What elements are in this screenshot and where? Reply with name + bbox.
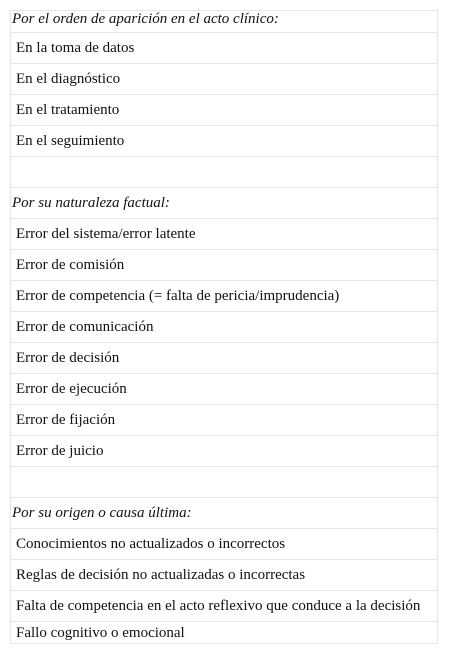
list-item: Conocimientos no actualizados o incorrectos bbox=[11, 529, 437, 560]
list-item: Error de juicio bbox=[11, 436, 437, 467]
list-item: En el tratamiento bbox=[11, 95, 437, 126]
list-item: Error de decisión bbox=[11, 343, 437, 374]
section-header: Por su naturaleza factual: bbox=[11, 188, 437, 219]
list-item: Error de comisión bbox=[11, 250, 437, 281]
section-header: Por el orden de aparición en el acto clínico: bbox=[11, 11, 437, 33]
spacer-row bbox=[11, 157, 437, 188]
list-item: Error de comunicación bbox=[11, 312, 437, 343]
classification-table bbox=[10, 10, 438, 644]
list-item: Error de competencia (= falta de pericia/imprudencia) bbox=[11, 281, 437, 312]
spacer-row bbox=[11, 467, 437, 498]
list-item: Fallo cognitivo o emocional bbox=[11, 622, 437, 644]
list-item: Reglas de decisión no actualizadas o incorrectas bbox=[11, 560, 437, 591]
list-item: En la toma de datos bbox=[11, 33, 437, 64]
list-item: Error de fijación bbox=[11, 405, 437, 436]
list-item: Falta de competencia en el acto reflexivo que conduce a la decisión bbox=[11, 591, 437, 622]
list-item: En el diagnóstico bbox=[11, 64, 437, 95]
section-header: Por su origen o causa última: bbox=[11, 498, 437, 529]
list-item: En el seguimiento bbox=[11, 126, 437, 157]
list-item: Error de ejecución bbox=[11, 374, 437, 405]
list-item: Error del sistema/error latente bbox=[11, 219, 437, 250]
